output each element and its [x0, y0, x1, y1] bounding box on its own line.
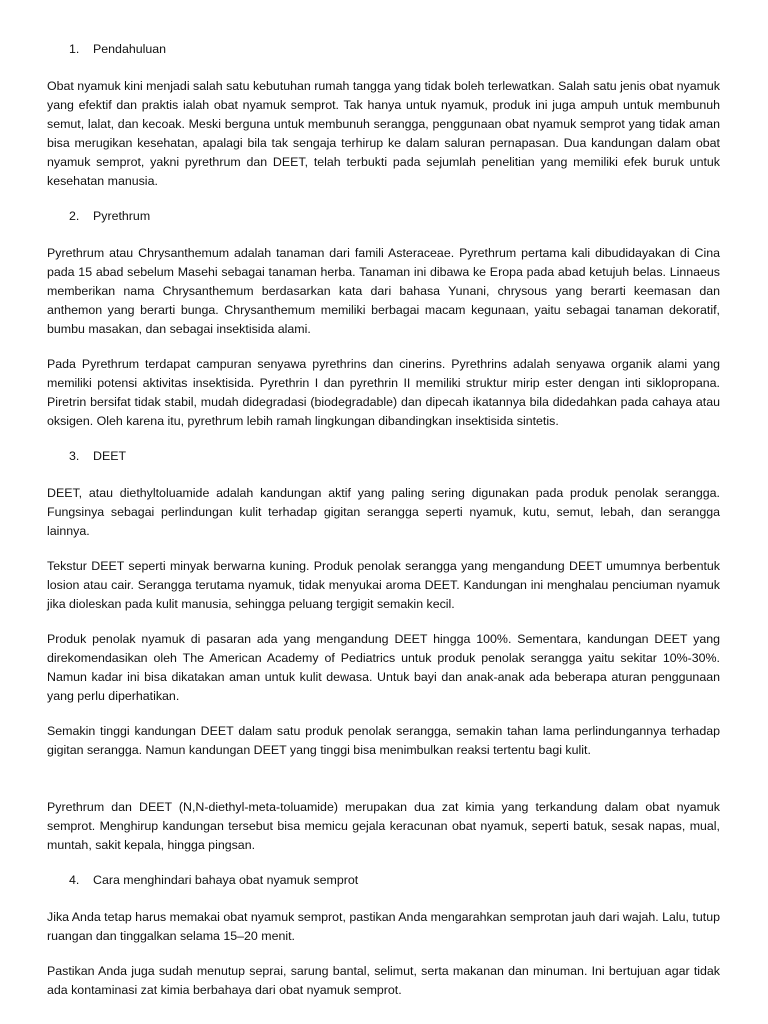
section-heading-cara-menghindari	[69, 871, 720, 890]
paragraph: Pyrethrum atau Chrysanthemum adalah tanaman dari famili Asteraceae. Pyrethrum pertama kali dibudidayakan di Cina pada 15 abad sebelum Masehi sebagai tanaman herba. Tanaman ini dibawa ke Eropa pada abad ketujuh belas. Linnaeus memberikan nama Chrysanthemum berdasarkan kata dari bahasa Yunani, chrysous yang berarti keemasan dan anthemon yang berarti bunga. Chrysanthemum memiliki berbagai macam kegunaan, yaitu sebagai tanaman dekoratif, bumbu masakan, dan sebagai insektisida alami.	[47, 246, 720, 336]
paragraph: Pada Pyrethrum terdapat campuran senyawa pyrethrins dan cinerins. Pyrethrins adalah senyawa organik alami yang memiliki potensi aktivitas insektisida. Pyrethrin I dan pyrethrin II memiliki struktur mirip ester dengan inti siklopropana. Piretrin bersifat tidak stabil, mudah didegradasi (biodegradable) dan dipecah ikatannya bila didedahkan pada cahaya atau oksigen. Oleh karena itu, pyrethrum lebih ramah lingkungan dibandingkan insektisida sintetis.	[47, 357, 720, 428]
paragraph: Jika Anda tetap harus memakai obat nyamuk semprot, pastikan Anda mengarahkan semprotan jauh dari wajah. Lalu, tutup ruangan dan tinggalkan selama 15–20 menit.	[47, 910, 720, 943]
section-title: Pendahuluan	[93, 42, 167, 56]
section-number: 1.	[69, 42, 80, 56]
section-number: 3.	[69, 449, 80, 463]
blank-line	[47, 776, 720, 798]
section-number: 2.	[69, 209, 80, 223]
section-heading-deet	[69, 447, 720, 466]
section-heading-pendahuluan	[69, 40, 720, 59]
paragraph: Pyrethrum dan DEET (N,N-diethyl-meta-toluamide) merupakan dua zat kimia yang terkandung dalam obat nyamuk semprot. Menghirup kandungan tersebut bisa memicu gejala keracunan obat nyamuk, seperti batuk, sesak napas, mual, muntah, sakit kepala, hingga pingsan.	[47, 800, 720, 852]
section-title: Cara menghindari bahaya obat nyamuk semprot	[93, 873, 359, 887]
paragraph: Pastikan Anda juga sudah menutup seprai, sarung bantal, selimut, serta makanan dan minuman. Ini bertujuan agar tidak ada kontaminasi zat kimia berbahaya dari obat nyamuk semprot.	[47, 964, 720, 997]
paragraph: Produk penolak nyamuk di pasaran ada yang mengandung DEET hingga 100%. Sementara, kandungan DEET yang direkomendasikan oleh The American Academy of Pediatrics untuk produk penolak serangga yaitu sekitar 10%-30%. Namun kadar ini bisa dikatakan aman untuk kulit dewasa. Untuk bayi dan anak-anak ada beberapa aturan penggunaan yang perlu diperhatikan.	[47, 632, 720, 703]
paragraph: Obat nyamuk kini menjadi salah satu kebutuhan rumah tangga yang tidak boleh terlewatkan. Salah satu jenis obat nyamuk yang efektif dan praktis ialah obat nyamuk semprot. Tak hanya untuk nyamuk, produk ini juga ampuh untuk membunuh semut, lalat, dan kecoak. Meski berguna untuk membunuh serangga, penggunaan obat nyamuk semprot yang tidak aman bisa merugikan kesehatan, apalagi bila tak sengaja terhirup ke dalam saluran pernapasan. Dua kandungan dalam obat nyamuk semprot, yakni pyrethrum dan DEET, telah terbukti pada sejumlah penelitian yang memiliki efek buruk untuk kesehatan manusia.	[47, 79, 720, 188]
paragraph: Semakin tinggi kandungan DEET dalam satu produk penolak serangga, semakin tahan lama perlindungannya terhadap gigitan serangga. Namun kandungan DEET yang tinggi bisa menimbulkan reaksi tertentu bagi kulit.	[47, 724, 720, 757]
section-title: Pyrethrum	[93, 209, 151, 223]
paragraph: Tekstur DEET seperti minyak berwarna kuning. Produk penolak serangga yang mengandung DEET umumnya berbentuk losion atau cair. Serangga terutama nyamuk, tidak menyukai aroma DEET. Kandungan ini menghalau penciuman nyamuk jika dioleskan pada kulit manusia, sehingga peluang tergigit semakin kecil.	[47, 559, 720, 611]
paragraph: DEET, atau diethyltoluamide adalah kandungan aktif yang paling sering digunakan pada produk penolak serangga. Fungsinya sebagai perlindungan kulit terhadap gigitan serangga seperti nyamuk, kutu, semut, lebah, dan serangga lainnya.	[47, 486, 720, 538]
section-number: 4.	[69, 873, 80, 887]
section-title: DEET	[93, 449, 127, 463]
section-heading-pyrethrum	[69, 207, 720, 226]
